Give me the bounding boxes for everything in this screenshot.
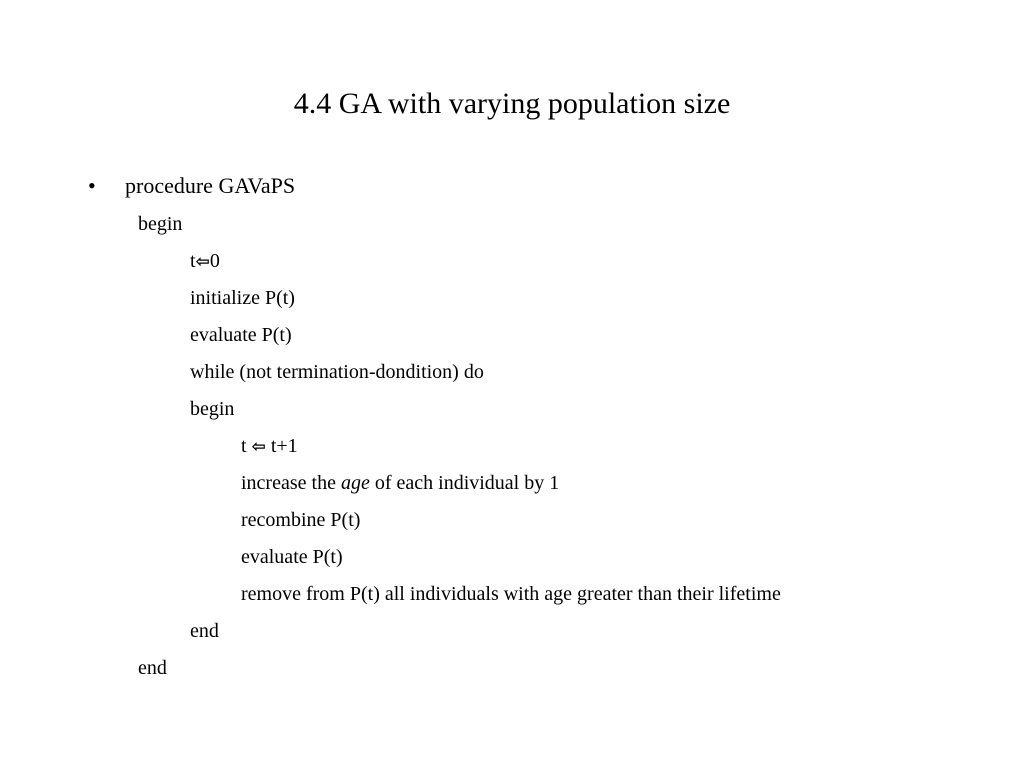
code-line-initialize: initialize P(t) xyxy=(190,287,295,309)
code-line-while: while (not termination-dondition) do xyxy=(190,361,484,383)
code-line-begin-inner: begin xyxy=(190,398,235,420)
slide-title: 4.4 GA with varying population size xyxy=(293,87,731,120)
code-line-t-init xyxy=(190,248,220,275)
code-line-evaluate-2: evaluate P(t) xyxy=(241,546,343,568)
age-emphasis: age xyxy=(340,472,370,494)
code-line-begin-outer: begin xyxy=(138,213,183,235)
t-variable: t xyxy=(190,250,196,272)
code-line-remove: remove from P(t) all individuals with age greater than their lifetime xyxy=(241,583,781,605)
zero-value: 0 xyxy=(209,250,220,272)
code-line-end-outer: end xyxy=(138,657,167,679)
left-arrow-icon: ⇦ xyxy=(251,437,266,457)
code-line-increase-age xyxy=(241,470,559,496)
code-line-t-increment xyxy=(241,433,298,460)
bullet-marker: • xyxy=(88,173,96,198)
code-line-evaluate-1: evaluate P(t) xyxy=(190,324,292,346)
t-variable: t xyxy=(241,435,252,457)
code-line-recombine: recombine P(t) xyxy=(241,509,361,531)
left-arrow-icon: ⇦ xyxy=(195,252,210,272)
t-plus-one: t+1 xyxy=(265,435,298,457)
increase-suffix: of each individual by 1 xyxy=(369,472,560,494)
increase-prefix: increase the xyxy=(241,472,341,494)
procedure-heading: procedure GAVaPS xyxy=(125,173,296,198)
code-line-end-inner: end xyxy=(190,620,219,642)
